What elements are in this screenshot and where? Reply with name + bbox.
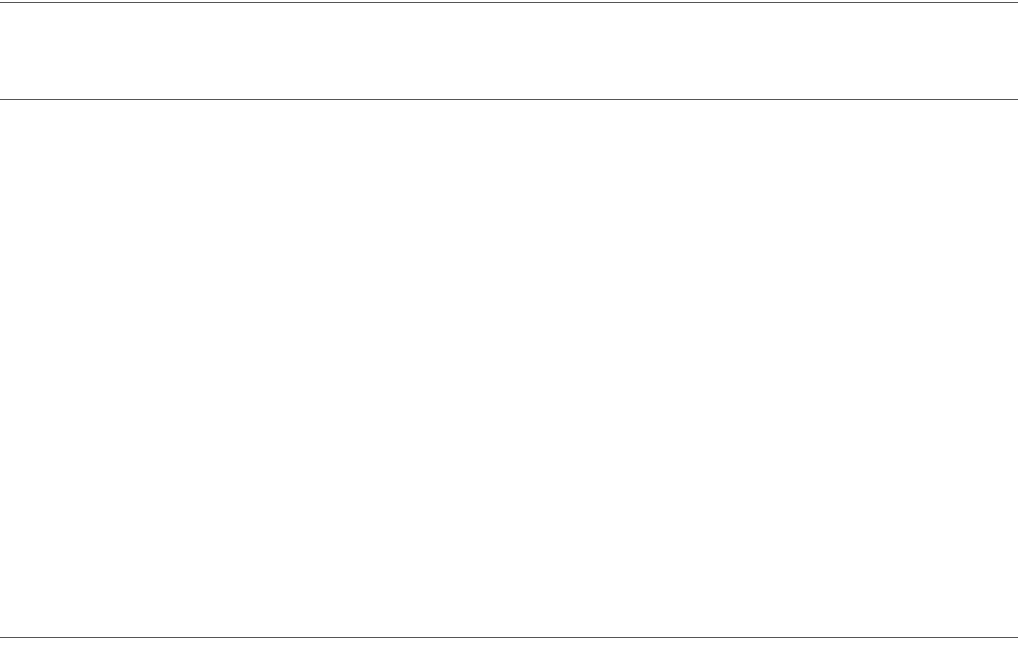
table-bottom-rule bbox=[0, 637, 1018, 638]
table-header-rule bbox=[0, 99, 1018, 100]
table-top-rule bbox=[0, 2, 1018, 3]
